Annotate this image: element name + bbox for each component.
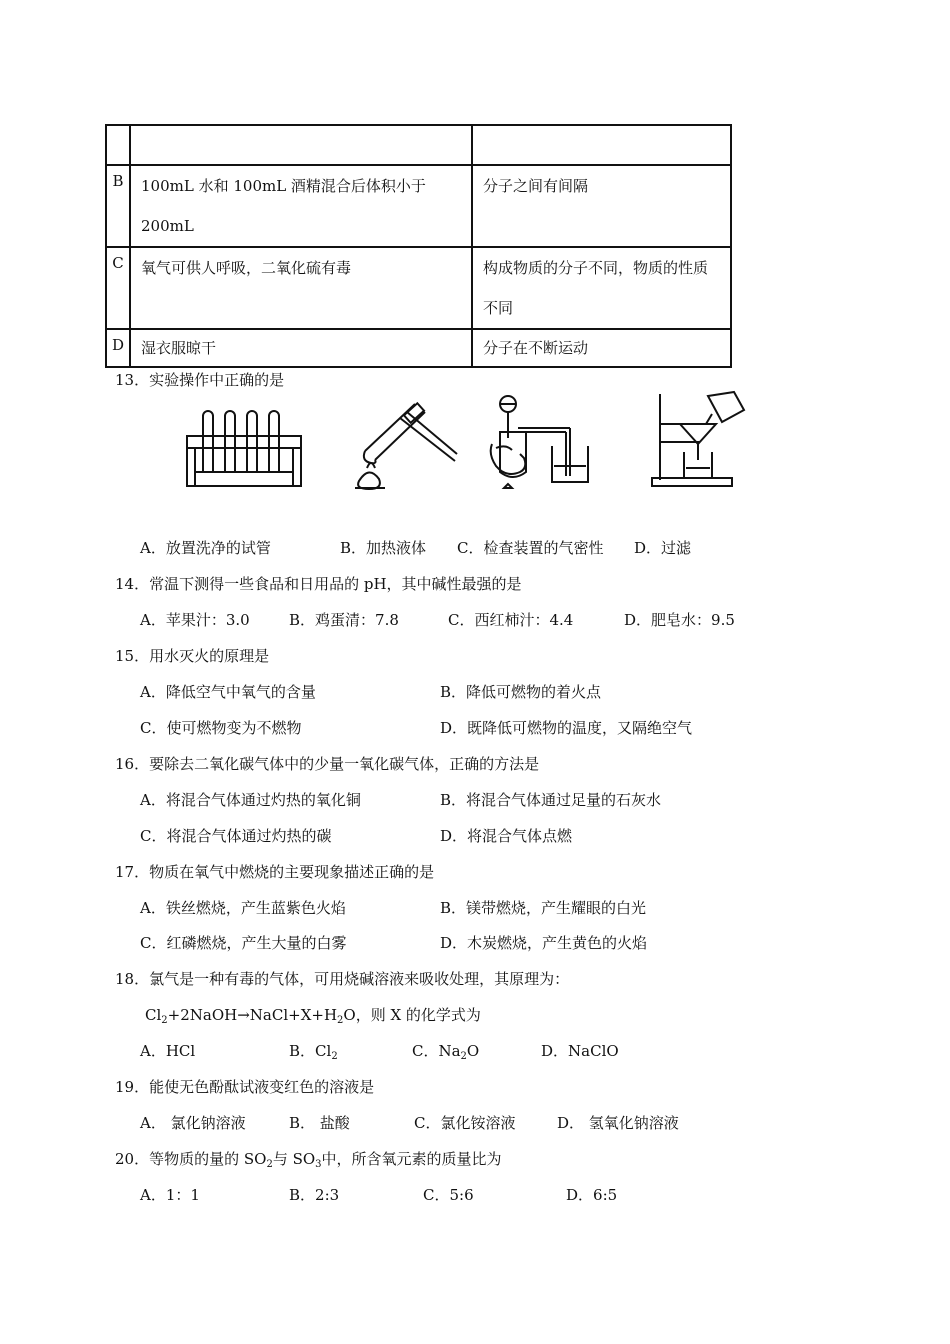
q16-option-b: B．将混合气体通过足量的石灰水 (440, 791, 662, 809)
q20-option-d: D．6:5 (566, 1186, 618, 1204)
q18-stem: 18．氯气是一种有毒的气体，可用烧碱溶液来吸收处理，其原理为： (115, 970, 570, 988)
row-explanation (472, 125, 731, 165)
opt-part: C．Na (412, 1042, 461, 1060)
eq-part: Cl (145, 1006, 162, 1024)
q19-option-d: D． 氢氧化钠溶液 (557, 1114, 679, 1132)
q14-option-c: C．西红柿汁：4.4 (448, 611, 574, 629)
q17-option-a: A．铁丝燃烧，产生蓝紫色火焰 (140, 899, 346, 917)
test-tube-rack-figure (185, 408, 305, 490)
airtightness-check-figure (488, 392, 593, 490)
eq-part: O，则 X 的化学式为 (343, 1006, 481, 1024)
table-row (106, 247, 731, 329)
q20-option-b: B．2:3 (289, 1186, 340, 1204)
q15-option-b: B．降低可燃物的着火点 (440, 683, 602, 701)
opt-subscript: 2 (331, 1051, 338, 1062)
row-letter: C (106, 247, 130, 329)
opt-subscript: 2 (460, 1051, 467, 1062)
q17-option-d: D．木炭燃烧，产生黄色的火焰 (440, 934, 648, 952)
q18-option-d: D．NaClO (541, 1042, 619, 1060)
q18-option-a: A．HCl (140, 1042, 196, 1060)
q19-stem: 19．能使无色酚酞试液变红色的溶液是 (115, 1078, 375, 1096)
q13-option-b: B．加热液体 (340, 539, 427, 557)
q19-option-b: B． 盐酸 (289, 1114, 350, 1132)
q17-option-c: C．红磷燃烧，产生大量的白雾 (140, 934, 347, 952)
eq-subscript: 2 (161, 1015, 168, 1026)
q14-stem: 14．常温下测得一些食品和日用品的 pH，其中碱性最强的是 (115, 575, 522, 593)
q17-option-b: B．镁带燃烧，产生耀眼的白光 (440, 899, 647, 917)
q13-option-d: D．过滤 (634, 539, 692, 557)
row-phenomenon (130, 329, 472, 367)
table-row (106, 125, 731, 165)
row-letter: D (106, 329, 130, 367)
q16-option-a: A．将混合气体通过灼热的氧化铜 (140, 791, 361, 809)
table-row (106, 329, 731, 367)
phenomenon-line: 湿衣服晾干 (141, 339, 217, 357)
q19-option-a: A． 氯化钠溶液 (140, 1114, 246, 1132)
q14-option-b: B．鸡蛋清：7.8 (289, 611, 399, 629)
q14-option-d: D．肥皂水：9.5 (624, 611, 735, 629)
phenomenon-line: 100mL 水和 100mL 酒精混合后体积小于 (141, 177, 426, 195)
stem-subscript: 2 (266, 1159, 273, 1170)
q20-option-a: A．1：1 (140, 1186, 200, 1204)
q16-stem: 16．要除去二氧化碳气体中的少量一氧化碳气体，正确的方法是 (115, 755, 540, 773)
row-letter (106, 125, 130, 165)
row-phenomenon (130, 125, 472, 165)
stem-part: 与 SO (272, 1150, 316, 1168)
row-explanation (472, 165, 731, 247)
q15-option-a: A．降低空气中氧气的含量 (140, 683, 316, 701)
row-explanation (472, 247, 731, 329)
phenomenon-line: 氧气可供人呼吸，二氧化硫有毒 (141, 259, 352, 277)
q19-option-c: C．氯化铵溶液 (414, 1114, 516, 1132)
q18-option-c (412, 1040, 479, 1061)
q20-stem (115, 1148, 502, 1169)
q17-stem: 17．物质在氧气中燃烧的主要现象描述正确的是 (115, 863, 435, 881)
explanation-line: 分子之间有间隔 (483, 177, 589, 195)
q14-option-a: A．苹果汁：3.0 (140, 611, 250, 629)
q13-stem: 13．实验操作中正确的是 (115, 371, 285, 389)
opt-part: B．Cl (289, 1042, 332, 1060)
q13-option-a: A．放置洗净的试管 (140, 539, 271, 557)
q18-option-b (289, 1040, 338, 1061)
q15-stem: 15．用水灭火的原理是 (115, 647, 270, 665)
q16-option-c: C．将混合气体通过灼热的碳 (140, 827, 332, 845)
opt-part: O (466, 1042, 480, 1060)
row-letter: B (106, 165, 130, 247)
q15-option-d: D．既降低可燃物的温度，又隔绝空气 (440, 719, 693, 737)
eq-part: +2NaOH→NaCl+X+H (167, 1006, 338, 1024)
eq-subscript: 2 (337, 1015, 344, 1026)
heating-liquid-figure (345, 396, 460, 491)
statement-table (105, 124, 732, 368)
q15-option-c: C．使可燃物变为不燃物 (140, 719, 302, 737)
q20-option-c: C．5:6 (423, 1186, 474, 1204)
q16-option-d: D．将混合气体点燃 (440, 827, 573, 845)
stem-part: 中，所含氧元素的质量比为 (321, 1150, 502, 1168)
q18-equation (145, 1004, 481, 1025)
stem-part: 20．等物质的量的 SO (115, 1150, 267, 1168)
row-phenomenon (130, 247, 472, 329)
phenomenon-line: 200mL (141, 217, 194, 235)
row-explanation (472, 329, 731, 367)
explanation-line: 构成物质的分子不同，物质的性质 (483, 259, 709, 277)
explanation-line: 分子在不断运动 (483, 339, 589, 357)
explanation-line: 不同 (483, 299, 514, 317)
q13-option-c: C．检查装置的气密性 (457, 539, 604, 557)
table-row (106, 165, 731, 247)
row-phenomenon (130, 165, 472, 247)
filtration-figure (650, 390, 750, 490)
stem-subscript: 3 (315, 1159, 322, 1170)
